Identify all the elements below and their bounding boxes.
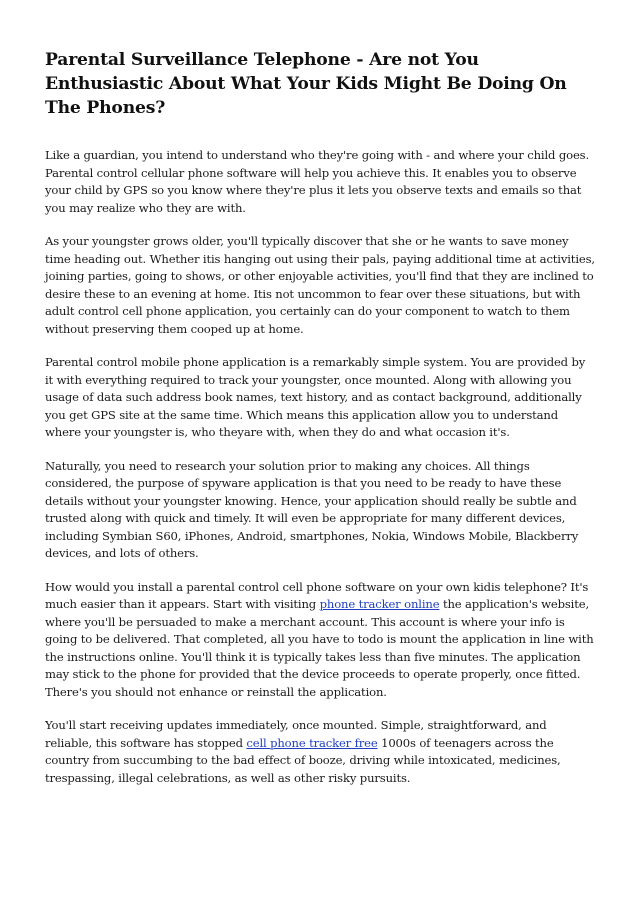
paragraph-6-text-before: You'll start receiving updates immediately, once mounted. Simple, straightforward, and reliable, this software has stopped: [45, 718, 547, 750]
paragraph-5-text-before: How would you install a parental control cell phone software on your own kidis telephone? It's much easier than it appears. Start with visiting: [45, 579, 589, 611]
paragraph-2: As your youngster grows older, you'll typically discover that she or he wants to save money time heading out. Whether itis hanging out using their pals, paying additional time at activities, joining parties, going to shows, or other enjoyable activities, you'll find that they are inclined to desire these to an evening at home. Itis not uncommon to fear over these situations, but with adult control cell phone application, you certainly can do your component to watch to them without preserving them cooped up at home.: [45, 234, 595, 336]
paragraph-4: Naturally, you need to research your solution prior to making any choices. All things considered, the purpose of spyware application is that you need to be ready to have these details without your youngster knowing. Hence, your application should really be subtle and trusted along with quick and timely. It will even be appropriate for many different devices, including Symbian S60, iPhones, Android, smartphones, Nokia, Windows Mobile, Blackberry devices, and lots of others.: [45, 458, 579, 560]
paragraph-5: [45, 579, 595, 702]
phone-tracker-online-link[interactable]: phone tracker online: [319, 597, 440, 611]
paragraph-1: Like a guardian, you intend to understand who they're going with - and where your child goes. Parental control cellular phone software will help you achieve this. It enables you to observe your child by GPS so you know where they're plus it lets you observe texts and emails so that you may realize who they are with.: [45, 148, 590, 215]
paragraph-3: Parental control mobile phone application is a remarkably simple system. You are provided by it with everything required to track your youngster, once mounted. Along with allowing you usage of data such address book names, text history, and as contact background, additionally you get GPS site at the same time. Which means this application allow you to understand where your youngster is, who theyare with, when they do and what occasion it's.: [45, 355, 586, 439]
paragraph-6: [45, 717, 595, 787]
paragraph-6-text-after: 1000s of teenagers across the country from succumbing to the bad effect of booze, driving while intoxicated, medicines, trespassing, illegal celebrations, as well as other risky pursuits.: [45, 735, 561, 785]
cell-phone-tracker-free-link[interactable]: cell phone tracker free: [246, 735, 378, 750]
page-title: Parental Surveillance Telephone - Are not You Enthusiastic About What Your Kids Might Be Doing On The Phones?: [45, 50, 567, 118]
document-page: [45, 48, 595, 803]
paragraph-5-text-after: the application's website, where you'll be persuaded to make a merchant account. This account is where your info is going to be delivered. That completed, all you have to todo is mount the application in line with the instructions online. You'll think it is typically takes less than five minutes. The application may stick to the phone for provided that the device proceeds to operate properly, once fitted. There's you should not enhance or reinstall the application.: [45, 597, 594, 699]
